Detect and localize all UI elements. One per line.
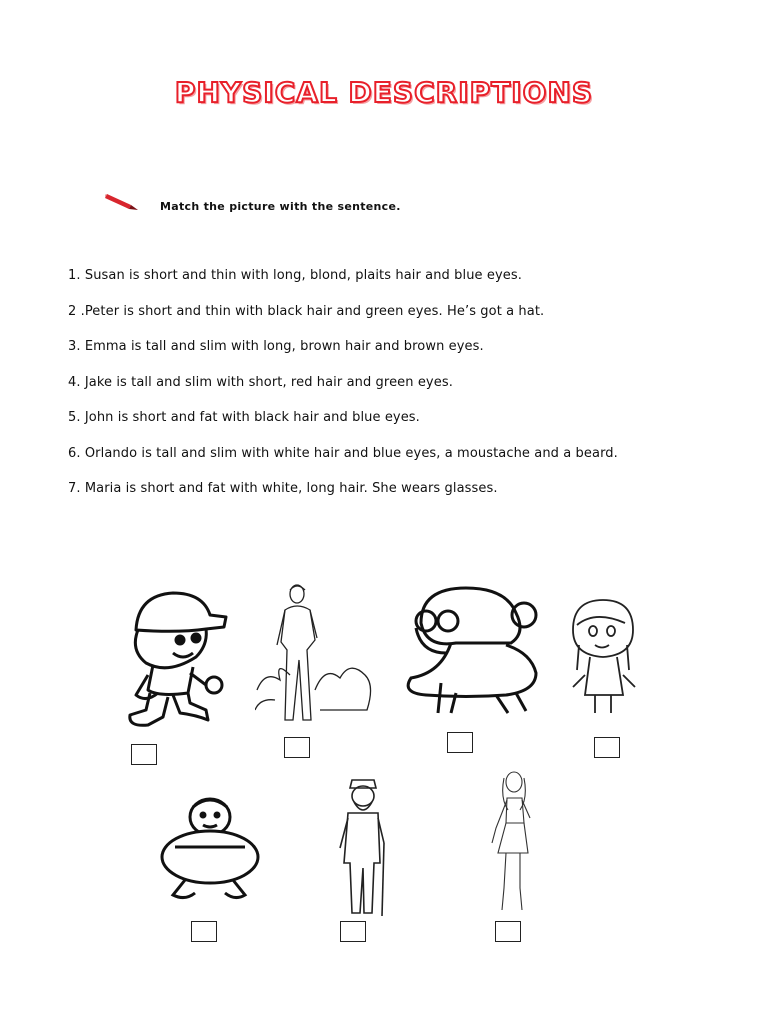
sentence-3: 3. Emma is tall and slim with long, brown hair and brown eyes. [68, 339, 484, 354]
sentence-list [68, 268, 618, 517]
sentence-4: 4. Jake is tall and slim with short, red hair and green eyes. [68, 374, 453, 390]
answer-box-2[interactable] [284, 737, 310, 758]
boy-with-cap-picture [118, 585, 233, 730]
answer-box-7[interactable] [495, 921, 521, 942]
answer-box-5[interactable] [191, 921, 217, 942]
answer-box-4[interactable] [594, 737, 620, 758]
answer-box-6[interactable] [340, 921, 366, 942]
girl-with-plaits-picture [565, 595, 643, 715]
sentence-1: 1. Susan is short and thin with long, blond, plaits hair and blue eyes. [68, 268, 522, 283]
answer-box-3[interactable] [447, 732, 473, 753]
instruction-text: Match the picture with the sentence. [160, 200, 401, 213]
sentence-7: 7. Maria is short and fat with white, long hair. She wears glasses. [68, 481, 498, 496]
old-woman-with-glasses-picture [396, 583, 546, 718]
answer-box-1[interactable] [131, 744, 157, 765]
worksheet-title: PHYSICAL DESCRIPTIONS [174, 76, 594, 109]
pencil-icon [105, 190, 139, 212]
sentence-2: 2 .Peter is short and thin with black hair and green eyes. He’s got a hat. [68, 303, 545, 319]
sentence-5: 5. John is short and fat with black hair and blue eyes. [68, 410, 420, 425]
tall-woman-in-skirt-picture [482, 768, 542, 918]
man-in-jacket-picture [255, 580, 375, 725]
old-man-with-beard-picture [330, 768, 395, 918]
fat-man-picture [155, 795, 275, 905]
sentence-6: 6. Orlando is tall and slim with white hair and blue eyes, a moustache and a beard. [68, 445, 618, 461]
